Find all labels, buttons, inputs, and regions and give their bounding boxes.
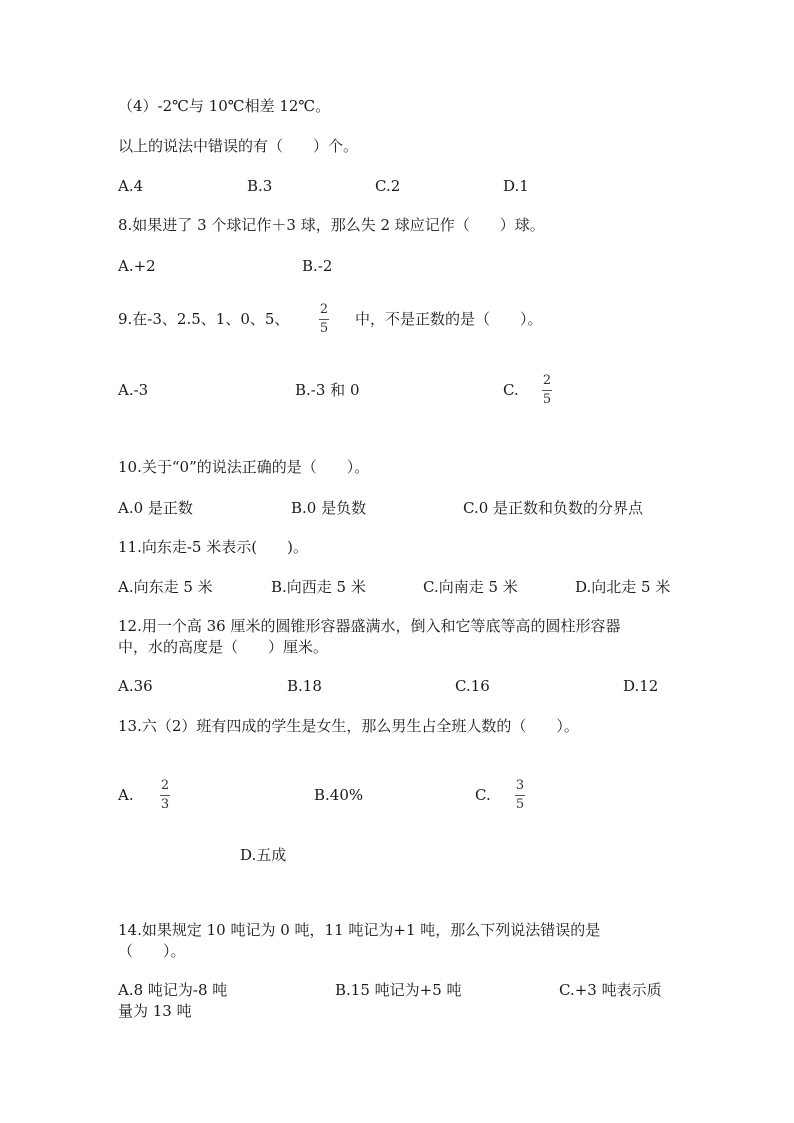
q10-option-c: C.0 是正数和负数的分界点 [463,499,644,517]
question-9-stem-prefix: 9.在-3、2.5、1、0、5、 [118,310,290,328]
q8-option-a: A.+2 [118,257,156,275]
q7-option-a: A.4 [118,177,144,195]
question-12-stem-line2: 中，水的高度是（ ）厘米。 [118,638,329,656]
fraction-denominator: 5 [319,321,329,336]
q14-option-c: C.+3 吨表示质 [559,981,662,999]
fraction-bar [542,390,552,391]
fraction-bar [515,795,525,796]
q9-option-b: B.-3 和 0 [295,381,360,399]
q9-option-c-fraction [542,374,552,407]
q13-option-c: C. [475,786,491,804]
question-14-stem-line1: 14.如果规定 10 吨记为 0 吨，11 吨记为+1 吨，那么下列说法错误的是 [118,921,601,939]
question-13-stem: 13.六（2）班有四成的学生是女生，那么男生占全班人数的（ ）。 [118,717,579,735]
fraction-bar [160,795,170,796]
q12-option-b: B.18 [287,677,322,695]
q7-option-b: B.3 [247,177,273,195]
fraction-numerator: 2 [319,302,329,317]
q14-option-b: B.15 吨记为+5 吨 [335,981,462,999]
question-9-stem-suffix: 中，不是正数的是（ ）。 [355,310,543,328]
fraction-denominator: 5 [515,797,525,812]
q9-option-a: A.-3 [118,381,149,399]
q13-option-a: A. [118,786,134,804]
question-8-stem: 8.如果进了 3 个球记作＋3 球，那么失 2 球应记作（ ）球。 [118,216,545,234]
question-12-stem-line1: 12.用一个高 36 厘米的圆锥形容器盛满水，倒入和它等底等高的圆柱形容器 [118,617,621,635]
fraction-numerator: 2 [160,778,170,793]
q14-option-a: A.8 吨记为-8 吨 [118,981,228,999]
q13-option-a-fraction [160,779,170,812]
fraction-numerator: 3 [515,778,525,793]
question-11-stem: 11.向东走-5 米表示( )。 [118,538,308,556]
q14-option-c-continued: 量为 13 吨 [118,1002,192,1020]
statement-4: （4）-2℃与 10℃相差 12℃。 [118,97,331,115]
q13-option-d: D.五成 [240,846,287,864]
q11-option-a: A.向东走 5 米 [118,578,213,596]
q10-option-b: B.0 是负数 [291,499,367,517]
q7-option-d: D.1 [503,177,529,195]
q11-option-b: B.向西走 5 米 [271,578,366,596]
q7-option-c: C.2 [375,177,401,195]
q12-option-a: A.36 [118,677,153,695]
q8-option-b: B.-2 [302,257,333,275]
q12-option-c: C.16 [455,677,490,695]
fraction-bar [319,319,329,320]
q13-option-b: B.40% [314,786,364,804]
fraction-denominator: 3 [160,797,170,812]
question-7-stem: 以上的说法中错误的有（ ）个。 [118,137,359,155]
q10-option-a: A.0 是正数 [118,499,193,517]
fraction-numerator: 2 [542,373,552,388]
q9-option-c: C. [503,381,519,399]
q13-option-c-fraction [515,779,525,812]
question-14-stem-line2: （ ）。 [118,942,186,960]
q11-option-c: C.向南走 5 米 [423,578,518,596]
q11-option-d: D.向北走 5 米 [575,578,671,596]
question-10-stem: 10.关于“0”的说法正确的是（ ）。 [118,458,370,476]
q9-stem-fraction [319,303,329,336]
q12-option-d: D.12 [623,677,659,695]
fraction-denominator: 5 [542,392,552,407]
